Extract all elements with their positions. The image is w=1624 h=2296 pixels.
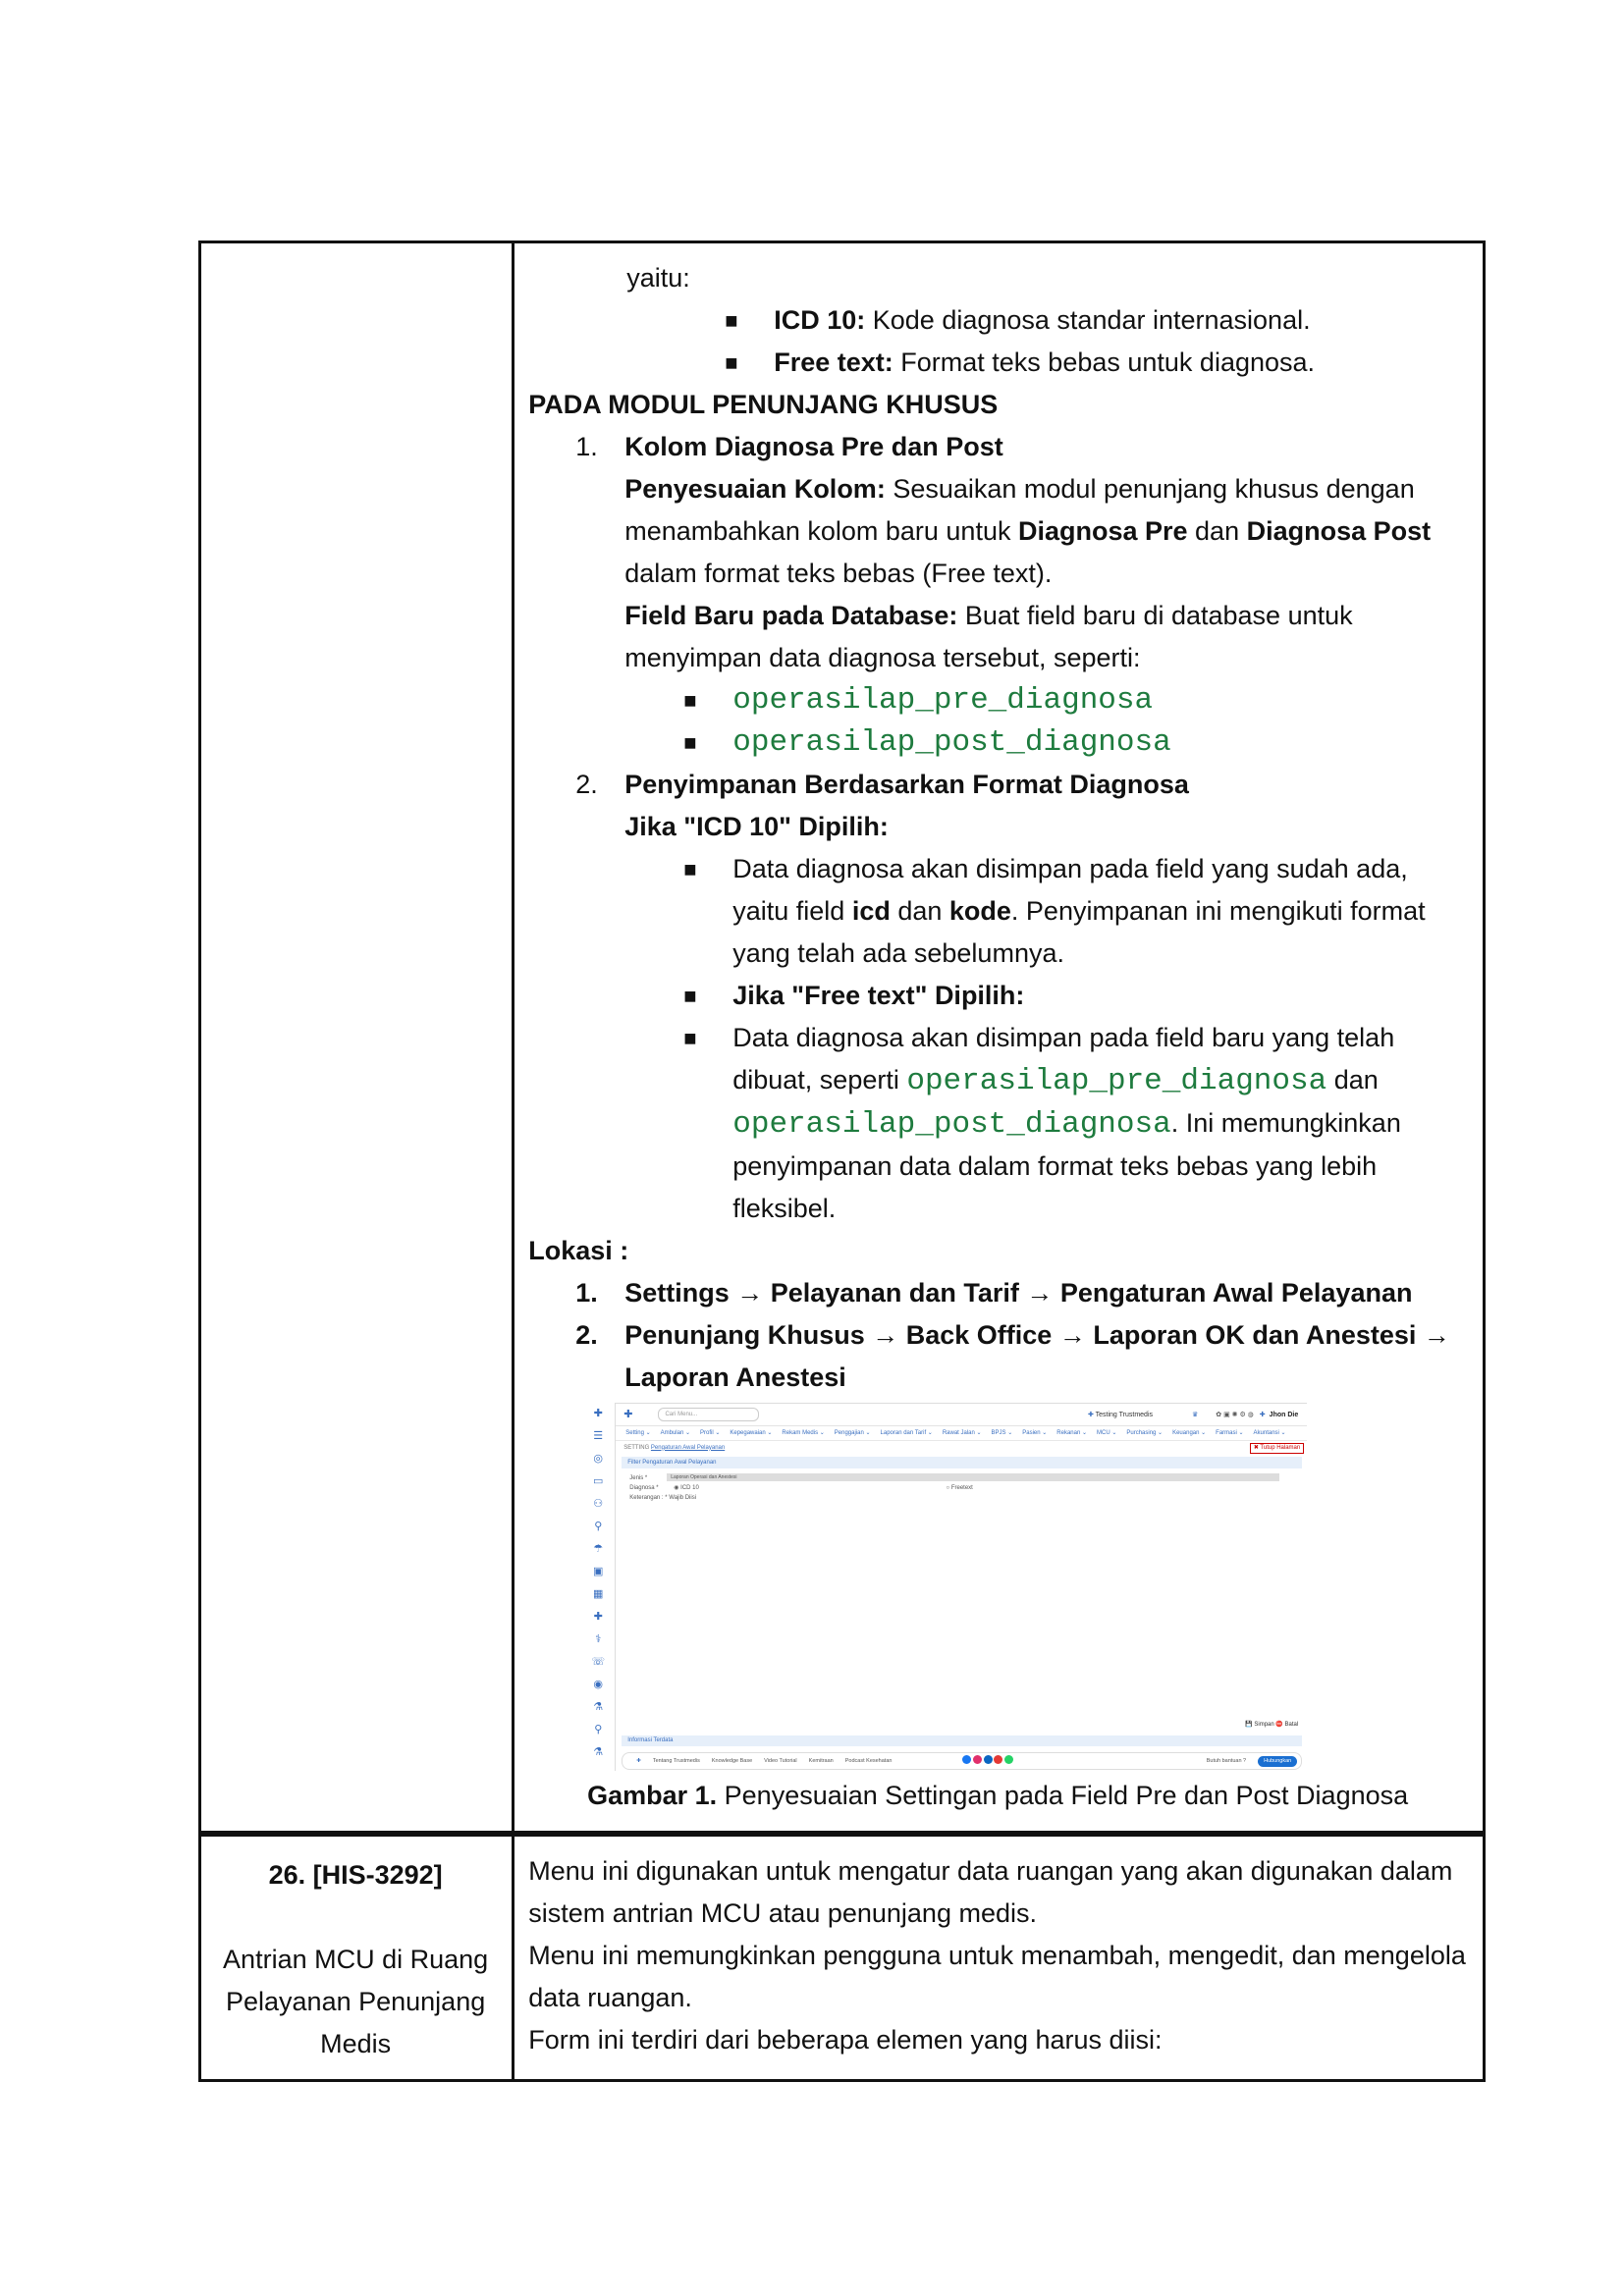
footer-link[interactable]: Tentang Trustmedis <box>652 1757 700 1764</box>
item-number: 2. <box>575 770 598 799</box>
table-row <box>200 242 1485 1835</box>
radio-freetext[interactable]: ○ Freetext <box>946 1485 973 1491</box>
description-paragraph: Menu ini memungkinkan pengguna untuk menambah, mengedit, dan mengelola data ruangan. <box>528 1941 1466 2012</box>
help-text: Butuh bantuan ? <box>1206 1757 1247 1764</box>
menu-item[interactable]: MCU ⌄ <box>1097 1429 1117 1436</box>
menu-item[interactable]: Penggajian ⌄ <box>834 1429 871 1436</box>
menu-item[interactable]: Laporan dan Tarif ⌄ <box>880 1429 933 1436</box>
logo-icon: ✚ <box>636 1757 641 1764</box>
module-heading: PADA MODUL PENUNJANG KHUSUS <box>528 390 999 419</box>
user-icon: ✚ <box>1259 1411 1266 1418</box>
menu-item[interactable]: Rekanan ⌄ <box>1056 1429 1088 1436</box>
menu-item[interactable]: Setting ⌄ <box>625 1429 651 1436</box>
social-icons <box>962 1755 1012 1768</box>
filter-panel-title: Filter Pengaturan Awal Pelayanan <box>622 1457 1302 1468</box>
lokasi-item: 1. Settings → Pelayanan dan Tarif → Pengaturan Awal Pelayanan <box>575 1278 1413 1308</box>
cancel-button[interactable]: ⛔ Batal <box>1275 1722 1299 1728</box>
spec-table <box>198 240 1486 2082</box>
info-panel: Informasi Terdata <box>622 1735 1302 1746</box>
connect-button[interactable]: Hubungkan <box>1258 1756 1297 1767</box>
app-name: ✚ Testing Trustmedis <box>1087 1411 1153 1418</box>
footer-link[interactable]: Kemitraan <box>808 1757 834 1764</box>
required-note: Keterangan : * Wajib Diisi <box>629 1495 697 1501</box>
numbered-item-1 <box>528 426 1467 764</box>
table-row <box>200 1834 1485 2081</box>
toolbar-icons: ✿ ▣ ✺ ⚙ ◍ <box>1216 1411 1254 1418</box>
menu-item[interactable]: Ambulan ⌄ <box>660 1429 690 1436</box>
content-cell <box>514 242 1485 1835</box>
whatsapp-icon <box>1004 1755 1013 1764</box>
menu-item[interactable]: Purchasing ⌄ <box>1126 1429 1164 1436</box>
brand-icon: ✚ <box>1087 1411 1096 1418</box>
empty-left-cell <box>200 242 514 1835</box>
list-item: ■ ICD 10: Kode diagnosa standar internasional. <box>725 305 1311 335</box>
menu-item[interactable]: BPJS ⌄ <box>991 1429 1013 1436</box>
list-item: ■ Free text: Format teks bebas untuk diagnosa. <box>725 347 1316 377</box>
field-paragraph: Field Baru pada Database: Buat field baru di database untuk menyimpan data diagnosa tersebut, seperti: <box>624 601 1353 672</box>
menu-item[interactable]: Rekam Medis ⌄ <box>782 1429 825 1436</box>
description-paragraph: Form ini terdiri dari beberapa elemen yang harus diisi: <box>528 2025 1163 2055</box>
item-title: Penyimpanan Berdasarkan Format Diagnosa <box>624 770 1189 799</box>
user-name: Jhon Die <box>1269 1411 1299 1418</box>
menu-item[interactable]: Pasien ⌄ <box>1022 1429 1048 1436</box>
menu-item[interactable]: Profil ⌄ <box>699 1429 721 1436</box>
linkedin-icon <box>984 1755 993 1764</box>
intro-text: yaitu: <box>626 263 690 293</box>
menu-item[interactable]: Farmasi ⌄ <box>1216 1429 1244 1436</box>
option-term: Free text: <box>774 347 893 377</box>
instagram-icon <box>973 1755 982 1764</box>
lokasi-item: 2. Penunjang Khusus → Back Office → Laporan OK dan Anestesi → Laporan Anestesi <box>575 1320 1450 1392</box>
facebook-icon <box>962 1755 971 1764</box>
menu-item[interactable]: Keuangan ⌄ <box>1172 1429 1207 1436</box>
crown-icon: ♛ <box>1192 1411 1199 1418</box>
jenis-label: Jenis * <box>629 1475 648 1481</box>
footer-link[interactable]: Knowledge Base <box>711 1757 753 1764</box>
option-term: ICD 10: <box>774 305 866 335</box>
description-paragraph: Menu ini digunakan untuk mengatur data ruangan yang akan digunakan dalam sistem antrian MCU atau penunjang medis. <box>528 1856 1453 1928</box>
document-page <box>198 240 1486 2082</box>
list-item: ■ Jika "Free text" Dipilih: <box>624 975 1467 1017</box>
youtube-icon <box>994 1755 1002 1764</box>
sidebar: ✚ ☰ ◎ ▭ ⚇ ⚲ ☂ ▣ ▦ ✚ ⚕ ☏ ◉ ⚗ ⚲ ⚗ <box>585 1403 611 1771</box>
ticket-id: 26. [HIS-3292] <box>268 1860 443 1890</box>
close-page-button[interactable]: ✖ Tutup Halaman <box>1250 1443 1304 1454</box>
ticket-title: Antrian MCU di Ruang Pelayanan Penunjang Medis <box>223 1945 489 2058</box>
list-item: ■ Data diagnosa akan disimpan pada field yang sudah ada, yaitu field icd dan kode. Penyimpanan ini mengikuti format yang telah ada sebelumnya. <box>683 854 1426 968</box>
menu-item[interactable]: Akuntansi ⌄ <box>1253 1429 1286 1436</box>
app-footer <box>622 1752 1302 1770</box>
jenis-select[interactable]: Laporan Operasi dan Anestesi <box>667 1473 1279 1481</box>
adjust-paragraph: Penyesuaian Kolom: Sesuaikan modul penunjang khusus dengan menambahkan kolom baru untuk Diagnosa Pre dan Diagnosa Post dalam format teks bebas (Free text). <box>624 474 1432 588</box>
footer-link[interactable]: Video Tutorial <box>764 1757 797 1764</box>
option-desc: Kode diagnosa standar internasional. <box>865 305 1311 335</box>
field-code: operasilap_post_diagnosa <box>732 725 1171 760</box>
icd-heading: Jika "ICD 10" Dipilih: <box>624 812 889 841</box>
app-topbar <box>616 1404 1307 1426</box>
free-heading: Jika "Free text" Dipilih: <box>732 981 1025 1010</box>
item-number: 1. <box>575 432 598 461</box>
logo-icon: ✚ <box>623 1408 633 1420</box>
option-desc: Format teks bebas untuk diagnosa. <box>893 347 1316 377</box>
ticket-cell <box>200 1834 514 2081</box>
breadcrumb: SETTING Pengaturan Awal Pelayanan ✖ Tutup Halaman <box>616 1441 1307 1455</box>
main-menu <box>616 1426 1307 1441</box>
menu-icon: ☰ <box>593 1430 604 1442</box>
item-title: Kolom Diagnosa Pre dan Post <box>624 432 1003 461</box>
diagnosa-label: Diagnosa * <box>629 1485 659 1491</box>
description-cell <box>514 1834 1485 2081</box>
menu-item[interactable]: Kepegawaian ⌄ <box>730 1429 773 1436</box>
figure-caption: Gambar 1. Penyesuaian Settingan pada Field Pre dan Post Diagnosa <box>587 1781 1409 1810</box>
list-item: ■ operasilap_post_diagnosa <box>624 721 1467 764</box>
app-window <box>615 1403 1307 1771</box>
radio-icd[interactable]: ◉ ICD 10 <box>674 1485 699 1491</box>
form-buttons <box>1245 1721 1298 1730</box>
menu-item[interactable]: Rawat Jalan ⌄ <box>942 1429 982 1436</box>
settings-screenshot <box>585 1403 1307 1771</box>
add-icon: ✚ <box>593 1408 603 1419</box>
save-button[interactable]: 💾 Simpan <box>1245 1722 1274 1728</box>
numbered-item-2 <box>528 764 1467 1230</box>
search-input[interactable]: Cari Menu... <box>658 1408 759 1421</box>
list-item: ■ Data diagnosa akan disimpan pada field baru yang telah dibuat, seperti operasilap_pre_diagnosa dan operasilap_post_diagnosa. Ini memungkinkan penyimpanan data dalam format teks bebas yang lebih fleksibel. <box>683 1023 1401 1223</box>
footer-link[interactable]: Podcast Kesehatan <box>844 1757 893 1764</box>
filter-form <box>616 1470 1307 1506</box>
lokasi-label: Lokasi : <box>528 1236 629 1265</box>
list-item: ■ operasilap_pre_diagnosa <box>624 679 1467 721</box>
field-code: operasilap_pre_diagnosa <box>732 683 1154 718</box>
